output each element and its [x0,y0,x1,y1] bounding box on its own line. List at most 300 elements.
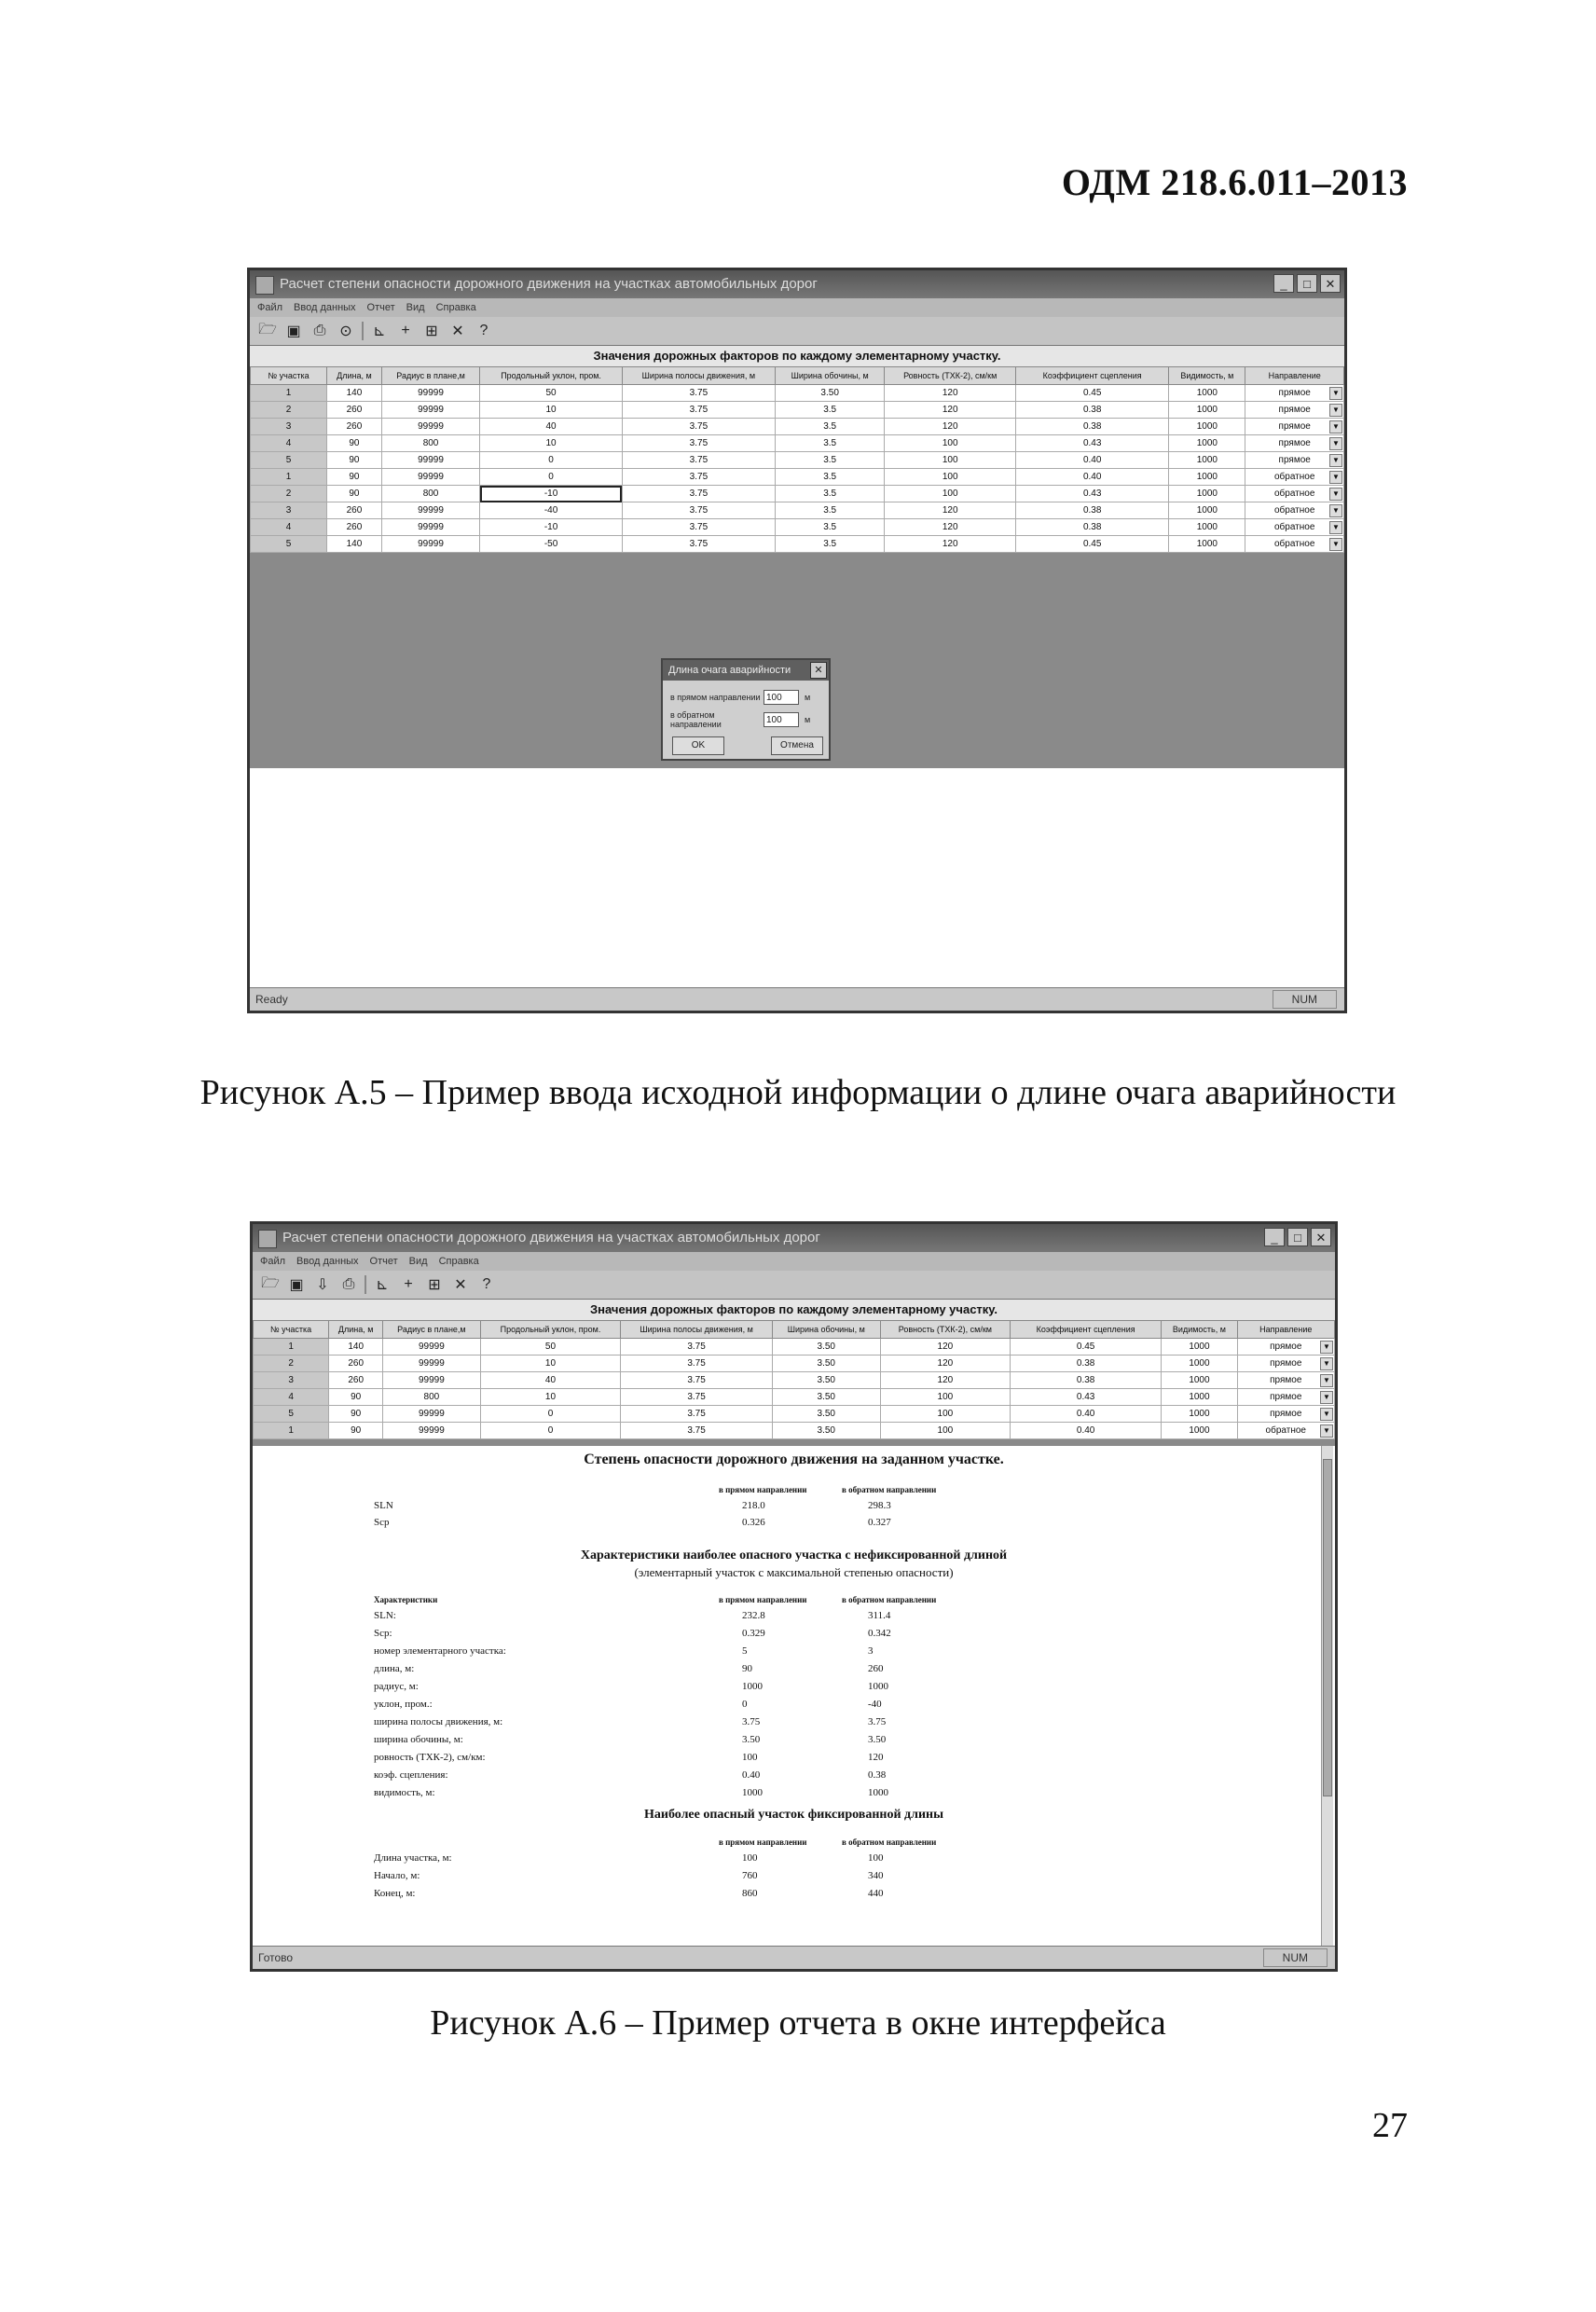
window-title: Расчет степени опасности дорожного движения на участках автомобильных дорог [280,276,818,292]
table-row[interactable] [254,1423,1335,1439]
table-cell[interactable]: 1000 [1169,502,1245,519]
table-cell[interactable]: 0.38 [1016,402,1169,419]
table-row[interactable] [254,1356,1335,1372]
table-cell[interactable]: 0.45 [1010,1339,1161,1356]
calc-icon[interactable]: ⊙ [339,323,352,339]
table-cell[interactable]: 0.40 [1016,469,1169,486]
row-number-cell[interactable]: 4 [251,519,327,536]
column-header[interactable]: Ширина обочины, м [772,1321,880,1339]
table-cell[interactable]: 1000 [1169,536,1245,553]
table-cell[interactable]: 0 [480,469,622,486]
save-icon[interactable]: ▣ [286,323,301,339]
direction-select[interactable] [1237,1389,1334,1406]
table-row[interactable] [251,536,1344,553]
table-cell[interactable]: 3.75 [622,402,775,419]
table-cell[interactable]: 3.50 [772,1389,880,1406]
direction-select[interactable] [1245,419,1344,435]
table-cell[interactable]: 90 [327,469,382,486]
menu-view[interactable]: Вид [408,1256,428,1267]
insert-row-icon[interactable]: ⊞ [425,323,438,339]
figure5-titlebar [250,270,1344,298]
table-cell[interactable]: 99999 [383,1339,480,1356]
table-cell[interactable]: 260 [327,402,382,419]
report-value: 0.40 [742,1769,761,1781]
table-cell[interactable]: 100 [885,435,1016,452]
table-cell[interactable]: 99999 [383,1356,480,1372]
table-row[interactable] [251,385,1344,402]
table-cell[interactable]: 3.75 [621,1339,772,1356]
scroll-thumb[interactable] [1323,1459,1332,1796]
direction-select[interactable] [1245,452,1344,469]
table-cell[interactable]: 0.40 [1016,452,1169,469]
table-cell[interactable]: 120 [885,402,1016,419]
menu-report[interactable]: Отчет [366,302,395,313]
help-icon[interactable]: ? [479,323,488,338]
table-cell[interactable]: 3.75 [622,536,775,553]
table-cell[interactable]: 1000 [1169,486,1245,502]
table-row[interactable] [251,469,1344,486]
report-value: 3.50 [868,1734,887,1745]
chevron-down-icon[interactable]: ▼ [1320,1424,1333,1438]
column-header[interactable]: Видимость, м [1169,367,1245,385]
table-cell[interactable]: 0.43 [1010,1389,1161,1406]
table-cell[interactable]: 40 [480,419,622,435]
table-cell[interactable]: 0.38 [1016,519,1169,536]
column-header[interactable]: Ширина полосы движения, м [622,367,775,385]
col-forward-header: в прямом направлении [719,1485,807,1494]
factors-grid [253,1320,1335,1439]
table-cell[interactable]: 3.5 [776,536,885,553]
table-row[interactable] [254,1372,1335,1389]
report-value: 0.329 [742,1628,765,1639]
report-label: коэф. сцепления: [374,1769,448,1781]
chevron-down-icon[interactable]: ▼ [1329,387,1342,400]
table-cell[interactable]: 99999 [381,519,480,536]
direction-select[interactable] [1237,1406,1334,1423]
table-cell[interactable]: 50 [480,385,622,402]
direction-select[interactable] [1245,519,1344,536]
table-cell[interactable]: 120 [885,385,1016,402]
column-header[interactable]: Длина, м [329,1321,383,1339]
table-cell[interactable]: 99999 [383,1372,480,1389]
table-cell[interactable]: 3.75 [621,1406,772,1423]
table-cell[interactable]: 260 [329,1372,383,1389]
column-header[interactable]: Ровность (ТХК-2), см/км [885,367,1016,385]
chevron-down-icon[interactable]: ▼ [1320,1391,1333,1404]
chevron-down-icon[interactable]: ▼ [1320,1408,1333,1421]
table-cell[interactable]: 1000 [1169,469,1245,486]
table-cell[interactable]: -10 [480,486,622,502]
chevron-down-icon[interactable]: ▼ [1329,471,1342,484]
menu-help[interactable]: Справка [438,1256,479,1267]
backward-unit: м [805,715,811,724]
table-cell[interactable]: 1000 [1162,1339,1237,1356]
table-cell[interactable]: 1000 [1162,1356,1237,1372]
direction-select[interactable] [1245,536,1344,553]
table-cell[interactable]: 100 [885,469,1016,486]
close-button[interactable]: ✕ [1311,1228,1331,1246]
table-row[interactable] [251,486,1344,502]
section2-head: Характеристики [374,1595,438,1604]
row-number-cell[interactable]: 3 [251,419,327,435]
section2-title: Характеристики наиболее опасного участка с нефиксированной длиной [580,1548,1008,1562]
table-cell[interactable]: 3.50 [772,1372,880,1389]
report-scrollbar[interactable] [1321,1446,1333,1947]
report-area [250,768,1344,988]
minimize-button[interactable]: _ [1264,1228,1285,1246]
report-value: 1000 [868,1681,888,1692]
table-row[interactable] [254,1406,1335,1423]
direction-select[interactable] [1245,435,1344,452]
help-icon[interactable]: ? [482,1276,491,1292]
table-cell[interactable]: 3.5 [776,402,885,419]
direction-value: прямое [1278,388,1311,398]
figure5-toolbar [250,317,1344,346]
table-cell[interactable]: 100 [885,486,1016,502]
table-row[interactable] [251,452,1344,469]
open-icon[interactable]: 🗁 [258,321,277,337]
table-cell[interactable]: 3.5 [776,419,885,435]
direction-select[interactable] [1245,486,1344,502]
chevron-down-icon[interactable]: ▼ [1329,454,1342,467]
column-header[interactable]: Видимость, м [1162,1321,1237,1339]
table-cell[interactable]: 90 [329,1423,383,1439]
status-text: Готово [258,1951,294,1964]
table-cell[interactable]: 99999 [381,469,480,486]
chevron-down-icon[interactable]: ▼ [1320,1374,1333,1387]
table-cell[interactable]: 120 [885,536,1016,553]
backward-length-input[interactable]: 100 [764,712,799,727]
direction-select[interactable] [1245,385,1344,402]
table-row[interactable] [251,402,1344,419]
table-cell[interactable]: 99999 [383,1423,480,1439]
table-cell[interactable]: 140 [329,1339,383,1356]
figure6-toolbar [253,1271,1335,1300]
direction-select[interactable] [1237,1339,1334,1356]
table-cell[interactable]: 3.75 [622,502,775,519]
table-cell[interactable]: 10 [480,1389,621,1406]
table-cell[interactable]: 3.75 [622,385,775,402]
dialog-title [663,660,829,681]
table-cell[interactable]: 0 [480,1406,621,1423]
table-cell[interactable]: 3.5 [776,519,885,536]
table-cell[interactable]: 1000 [1162,1372,1237,1389]
table-cell[interactable]: 99999 [381,385,480,402]
table-row[interactable] [251,519,1344,536]
direction-select[interactable] [1237,1423,1334,1439]
table-cell[interactable]: 260 [327,519,382,536]
table-cell[interactable]: 3.50 [772,1356,880,1372]
table-cell[interactable]: 800 [381,435,480,452]
report-value: 3.75 [742,1716,761,1727]
table-cell[interactable]: 260 [327,502,382,519]
table-cell[interactable]: 140 [327,385,382,402]
menu-input[interactable]: Ввод данных [296,1256,359,1267]
table-cell[interactable]: 260 [329,1356,383,1372]
chart-icon[interactable]: ⊾ [373,323,386,339]
forward-label: в прямом направлении [670,693,761,702]
table-cell[interactable]: 100 [880,1423,1010,1439]
report-value: 0.327 [868,1517,891,1528]
report-value: 1000 [742,1681,763,1692]
chevron-down-icon[interactable]: ▼ [1320,1341,1333,1354]
table-row[interactable] [251,435,1344,452]
table-row[interactable] [251,502,1344,519]
row-number-cell[interactable]: 5 [254,1406,329,1423]
chevron-down-icon[interactable]: ▼ [1329,504,1342,517]
table-cell[interactable]: 90 [329,1406,383,1423]
table-cell[interactable]: 0.38 [1016,419,1169,435]
table-cell[interactable]: 90 [327,486,382,502]
column-header[interactable]: Ширина полосы движения, м [621,1321,772,1339]
table-cell[interactable]: 10 [480,435,622,452]
insert-row-icon[interactable]: ⊞ [428,1277,441,1293]
column-header[interactable]: Радиус в плане,м [383,1321,480,1339]
table-cell[interactable]: 3.50 [772,1339,880,1356]
direction-value: прямое [1278,455,1311,465]
table-cell[interactable]: 0 [480,452,622,469]
row-number-cell[interactable]: 1 [254,1339,329,1356]
menu-report[interactable]: Отчет [369,1256,398,1267]
report-value: 100 [742,1852,758,1864]
table-cell[interactable]: 3.75 [622,486,775,502]
table-cell[interactable]: 3.75 [621,1389,772,1406]
direction-value: прямое [1270,1375,1302,1385]
report-value: 260 [868,1663,884,1674]
chart-icon[interactable]: ⊾ [376,1277,389,1293]
table-cell[interactable]: 3.75 [622,435,775,452]
close-button[interactable]: ✕ [1320,274,1341,293]
column-header[interactable]: Ровность (ТХК-2), см/км [880,1321,1010,1339]
minimize-button[interactable]: _ [1273,274,1294,293]
table-cell[interactable]: 0.38 [1016,502,1169,519]
table-cell[interactable]: 0.45 [1016,536,1169,553]
menu-help[interactable]: Справка [435,302,476,313]
row-number-cell[interactable]: 3 [251,502,327,519]
table-cell[interactable]: 90 [329,1389,383,1406]
save-icon[interactable]: ▣ [289,1277,304,1293]
open-icon[interactable]: 🗁 [261,1274,280,1291]
row-number-cell[interactable]: 5 [251,452,327,469]
row-number-cell[interactable]: 1 [251,469,327,486]
table-cell[interactable]: 3.5 [776,502,885,519]
table-cell[interactable]: 1000 [1169,452,1245,469]
report-value: 100 [742,1752,758,1763]
row-number-cell[interactable]: 4 [254,1389,329,1406]
table-cell[interactable]: 3.75 [622,419,775,435]
s3-col-backward: в обратном направлении [842,1837,937,1847]
report-label: ширина полосы движения, м: [374,1716,503,1727]
chevron-down-icon[interactable]: ▼ [1329,404,1342,417]
table-cell[interactable]: 3.5 [776,469,885,486]
row-number-cell[interactable]: 1 [251,385,327,402]
chevron-down-icon[interactable]: ▼ [1329,488,1342,501]
table-cell[interactable]: 10 [480,402,622,419]
table-cell[interactable]: 3.5 [776,452,885,469]
table-cell[interactable]: 1000 [1162,1423,1237,1439]
row-number-cell[interactable]: 5 [251,536,327,553]
delete-row-icon[interactable]: ✕ [454,1277,467,1293]
report-label: SLN [374,1500,393,1511]
table-cell[interactable]: 99999 [381,452,480,469]
table-cell[interactable]: 120 [885,519,1016,536]
table-cell[interactable]: 120 [880,1339,1010,1356]
ok-button[interactable]: OK [672,736,724,755]
direction-select[interactable] [1237,1372,1334,1389]
column-header[interactable]: Коэффициент сцепления [1016,367,1169,385]
table-cell[interactable]: 1000 [1169,419,1245,435]
maximize-button[interactable]: □ [1287,1228,1308,1246]
s3-col-forward: в прямом направлении [719,1837,807,1847]
report-value: 120 [868,1752,884,1763]
app-icon [255,276,274,295]
export-icon[interactable]: ⇩ [316,1277,329,1293]
column-header[interactable]: Продольный уклон, пром. [480,367,622,385]
table-cell[interactable]: 800 [381,486,480,502]
table-cell[interactable]: 3.75 [621,1372,772,1389]
table-cell[interactable]: 3.50 [772,1406,880,1423]
table-cell[interactable]: 140 [327,536,382,553]
table-cell[interactable]: 0.40 [1010,1406,1161,1423]
row-number-cell[interactable]: 1 [254,1423,329,1439]
table-cell[interactable]: 120 [885,419,1016,435]
table-cell[interactable]: -10 [480,519,622,536]
forward-length-input[interactable]: 100 [764,690,799,705]
table-cell[interactable]: 1000 [1169,402,1245,419]
row-number-cell[interactable]: 3 [254,1372,329,1389]
table-cell[interactable]: 3.50 [776,385,885,402]
table-cell[interactable]: 3.5 [776,486,885,502]
row-number-cell[interactable]: 4 [251,435,327,452]
delete-row-icon[interactable]: ✕ [451,323,464,339]
report-value: 3.50 [742,1734,761,1745]
menu-view[interactable]: Вид [406,302,425,313]
table-cell[interactable]: -40 [480,502,622,519]
table-cell[interactable]: 3.75 [621,1423,772,1439]
print-icon[interactable]: ⎙ [313,323,326,338]
table-cell[interactable]: 0 [480,1423,621,1439]
table-cell[interactable]: 120 [880,1356,1010,1372]
report-value: 100 [868,1852,884,1864]
table-cell[interactable]: 100 [880,1406,1010,1423]
direction-value: прямое [1270,1342,1302,1352]
figure5-caption: Рисунок А.5 – Пример ввода исходной информации о длине очага аварийности [200,1073,1396,1112]
table-cell[interactable]: 800 [383,1389,480,1406]
column-header[interactable]: Коэффициент сцепления [1010,1321,1161,1339]
report-label: радиус, м: [374,1681,419,1692]
menu-file[interactable]: Файл [257,302,283,313]
table-cell[interactable]: 10 [480,1356,621,1372]
column-header[interactable]: Направление [1245,367,1344,385]
accident-length-dialog [661,658,831,761]
menu-input[interactable]: Ввод данных [294,302,356,313]
table-cell[interactable]: 0.45 [1016,385,1169,402]
cancel-button[interactable]: Отмена [771,736,823,755]
column-header[interactable]: Длина, м [327,367,382,385]
table-cell[interactable]: 99999 [383,1406,480,1423]
column-header[interactable]: Направление [1237,1321,1334,1339]
print-icon[interactable]: ⎙ [342,1276,355,1292]
chevron-down-icon[interactable]: ▼ [1320,1357,1333,1370]
chevron-down-icon[interactable]: ▼ [1329,521,1342,534]
dialog-close-icon[interactable]: ✕ [810,662,827,679]
table-cell[interactable]: 1000 [1162,1406,1237,1423]
chevron-down-icon[interactable]: ▼ [1329,420,1342,434]
report-label: ширина обочины, м: [374,1734,463,1745]
figure6-statusbar [253,1946,1335,1969]
table-cell[interactable]: 99999 [381,502,480,519]
table-cell[interactable]: 3.75 [622,452,775,469]
direction-select[interactable] [1245,469,1344,486]
table-cell[interactable]: 1000 [1169,385,1245,402]
table-cell[interactable]: 100 [885,452,1016,469]
table-cell[interactable]: 120 [880,1372,1010,1389]
report-view [253,1446,1335,1947]
row-number-cell[interactable]: 2 [251,402,327,419]
table-cell[interactable]: 40 [480,1372,621,1389]
table-cell[interactable]: 50 [480,1339,621,1356]
column-header[interactable]: № участка [251,367,327,385]
table-cell[interactable]: 3.5 [776,435,885,452]
table-cell[interactable]: 100 [880,1389,1010,1406]
chevron-down-icon[interactable]: ▼ [1329,437,1342,450]
add-row-icon[interactable]: + [401,323,410,338]
table-cell[interactable]: 3.75 [622,519,775,536]
table-row[interactable] [251,419,1344,435]
direction-select[interactable] [1237,1356,1334,1372]
table-cell[interactable]: 3.75 [622,469,775,486]
table-cell[interactable]: 120 [885,502,1016,519]
table-cell[interactable]: 0.43 [1016,435,1169,452]
table-cell[interactable]: 99999 [381,402,480,419]
add-row-icon[interactable]: + [404,1276,413,1292]
report-value: 0.326 [742,1517,765,1528]
table-cell[interactable]: 99999 [381,536,480,553]
direction-select[interactable] [1245,502,1344,519]
column-header[interactable]: Продольный уклон, пром. [480,1321,621,1339]
table-cell[interactable]: -50 [480,536,622,553]
table-cell[interactable]: 0.38 [1010,1372,1161,1389]
table-cell[interactable]: 0.43 [1016,486,1169,502]
menu-file[interactable]: Файл [260,1256,286,1267]
column-header[interactable]: Ширина обочины, м [776,367,885,385]
table-cell[interactable]: 3.75 [621,1356,772,1372]
table-cell[interactable]: 1000 [1162,1389,1237,1406]
table-cell[interactable]: 0.40 [1010,1423,1161,1439]
table-cell[interactable]: 1000 [1169,519,1245,536]
maximize-button[interactable]: □ [1297,274,1317,293]
direction-select[interactable] [1245,402,1344,419]
column-header[interactable]: № участка [254,1321,329,1339]
grid-title: Значения дорожных факторов по каждому элементарному участку. [250,346,1344,366]
table-cell[interactable]: 90 [327,435,382,452]
column-header[interactable]: Радиус в плане,м [381,367,480,385]
table-cell[interactable]: 260 [327,419,382,435]
figure6-menubar [253,1252,1335,1271]
table-cell[interactable]: 1000 [1169,435,1245,452]
chevron-down-icon[interactable]: ▼ [1329,538,1342,551]
table-row[interactable] [254,1389,1335,1406]
row-number-cell[interactable]: 2 [254,1356,329,1372]
report-value: 5 [742,1645,748,1657]
table-cell[interactable]: 99999 [381,419,480,435]
table-row[interactable] [254,1339,1335,1356]
table-cell[interactable]: 90 [327,452,382,469]
table-cell[interactable]: 3.50 [772,1423,880,1439]
report-label: видимость, м: [374,1787,435,1798]
table-cell[interactable]: 0.38 [1010,1356,1161,1372]
row-number-cell[interactable]: 2 [251,486,327,502]
